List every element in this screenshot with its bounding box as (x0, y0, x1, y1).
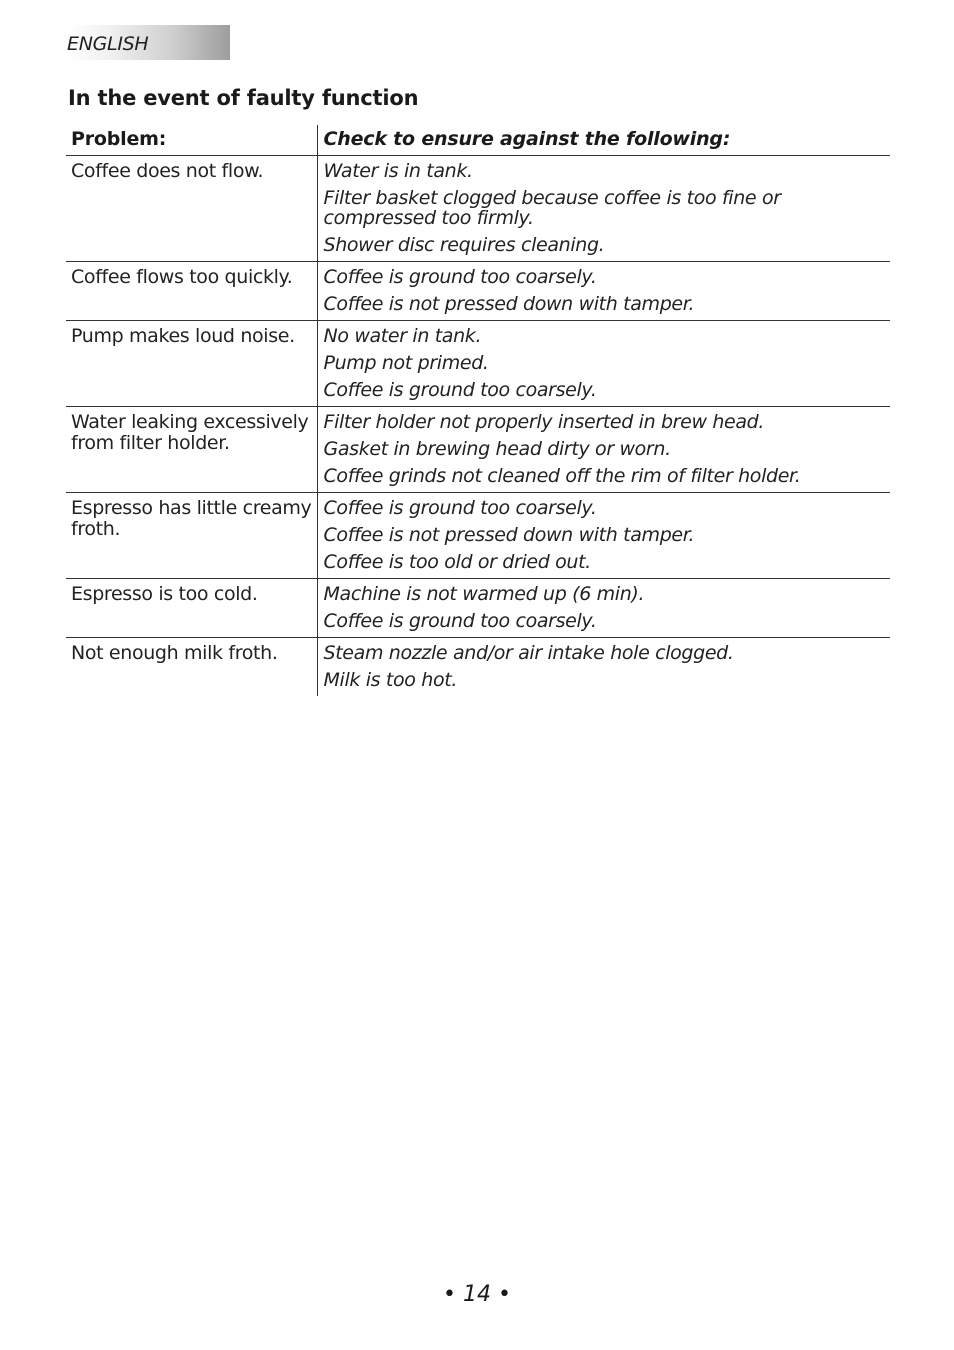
check-item: Milk is too hot. (323, 669, 458, 691)
table-header-row (66, 125, 890, 156)
check-cell (317, 579, 890, 638)
table-row (66, 493, 890, 579)
check-item: Gasket in brewing head dirty or worn. (323, 438, 671, 460)
check-item: Coffee is ground too coarsely. (323, 497, 597, 519)
check-cell (317, 493, 890, 579)
problem-cell: Espresso is too cold. (66, 579, 317, 638)
check-item: Coffee is not pressed down with tamper. (323, 293, 695, 315)
problem-cell: Not enough milk froth. (71, 642, 278, 664)
check-item: Water is in tank. (323, 160, 473, 182)
check-item: Coffee is ground too coarsely. (323, 266, 597, 288)
table-row (66, 579, 890, 638)
check-item: Machine is not warmed up (6 min). (323, 583, 645, 605)
check-item: Coffee is ground too coarsely. (323, 610, 597, 632)
table-row (66, 156, 890, 262)
check-item: Pump not primed. (323, 352, 489, 374)
check-item: Coffee is ground too coarsely. (323, 379, 597, 401)
check-cell (317, 262, 890, 321)
check-item: Filter basket clogged because coffee is too fine or compressed too firmly. (323, 187, 781, 229)
problem-cell: Pump makes loud noise. (66, 321, 317, 407)
table-row (66, 262, 890, 321)
language-label: ENGLISH (67, 33, 149, 55)
check-item: Steam nozzle and/or air intake hole clogged. (323, 642, 734, 664)
table-row (66, 407, 890, 493)
check-column-header: Check to ensure against the following: (317, 125, 890, 156)
problem-cell: Coffee flows too quickly. (66, 262, 317, 321)
problem-cell: Espresso has little creamy froth. (66, 493, 317, 579)
problem-column-header: Problem: (66, 125, 317, 156)
check-cell (317, 321, 890, 407)
check-item: Shower disc requires cleaning. (323, 234, 605, 256)
table-row (66, 638, 890, 697)
check-item: Filter holder not properly inserted in brew head. (323, 411, 765, 433)
check-item: Coffee is too old or dried out. (323, 551, 591, 573)
check-cell (317, 638, 890, 697)
problem-cell: Water leaking excessively from filter holder. (66, 407, 317, 493)
check-cell (317, 407, 890, 493)
check-item: Coffee grinds not cleaned off the rim of filter holder. (323, 465, 801, 487)
check-cell (317, 156, 890, 262)
table-row (66, 321, 890, 407)
check-item: No water in tank. (323, 325, 482, 347)
troubleshooting-table (66, 125, 890, 696)
language-tab (66, 25, 230, 60)
problem-cell: Coffee does not flow. (66, 156, 317, 262)
check-item: Coffee is not pressed down with tamper. (323, 524, 695, 546)
page-number: • 14 • (443, 1282, 511, 1307)
section-title: In the event of faulty function (68, 86, 419, 110)
